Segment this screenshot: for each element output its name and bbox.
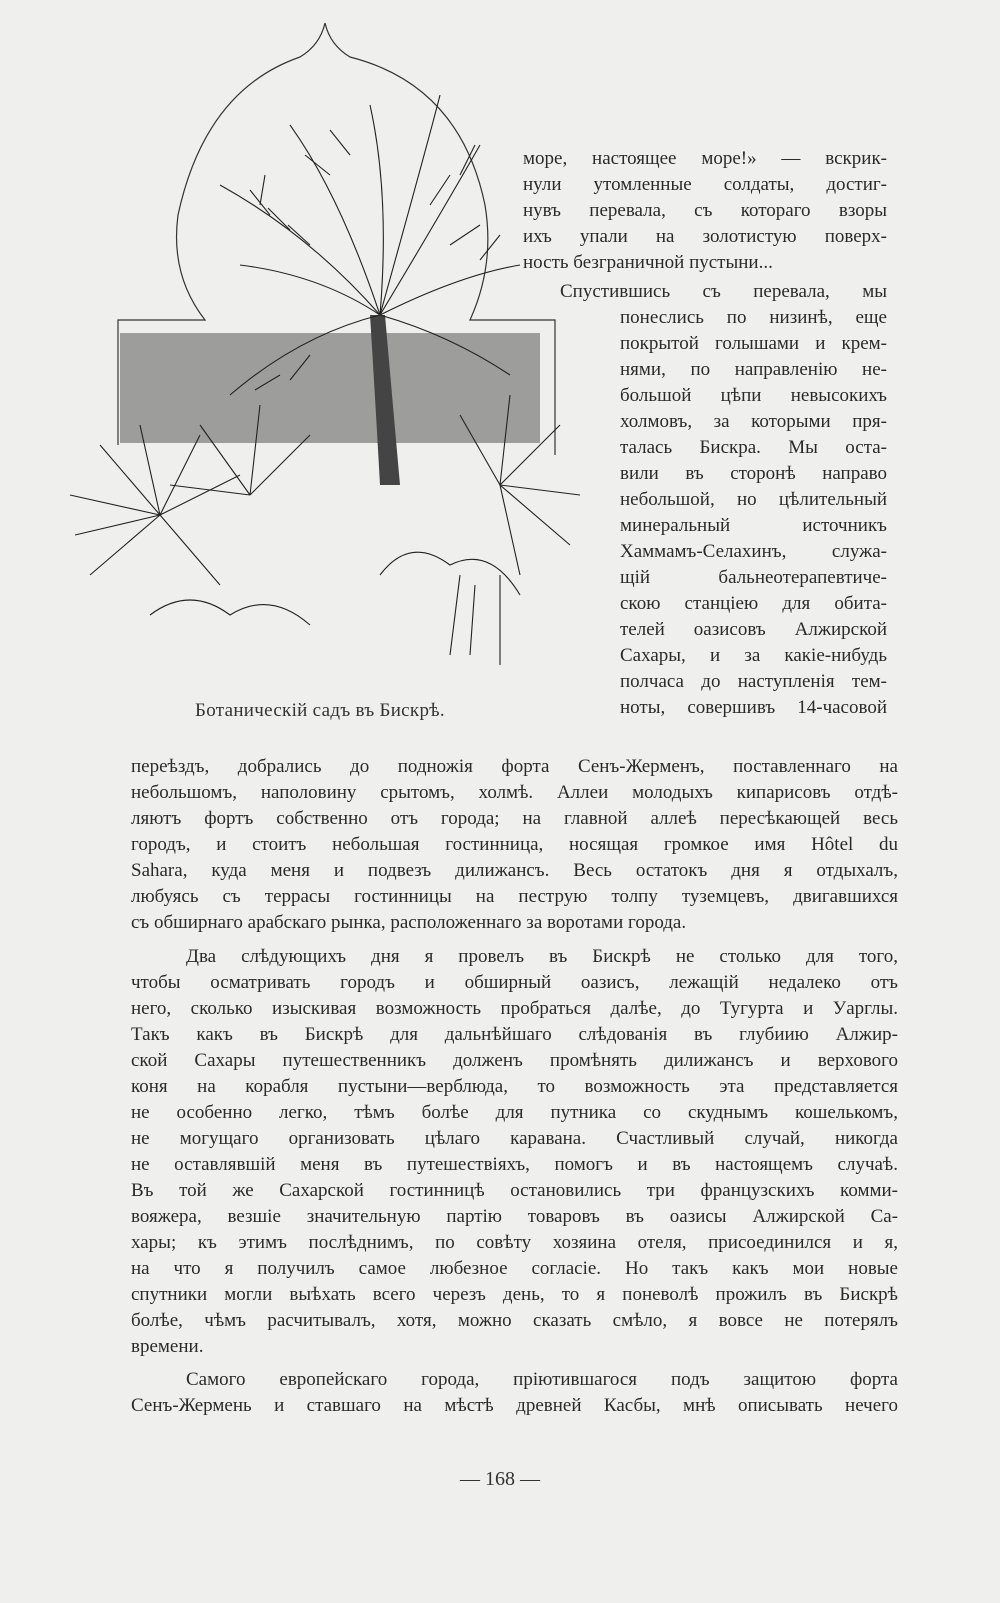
text-line: переѣздъ, добрались до подножія форта Сенъ-Жерменъ, поставленнаго на — [131, 756, 898, 777]
text-line: ноты, совершивъ 14-часовой — [620, 697, 887, 718]
text-line: болѣе, чѣмъ расчитывалъ, хотя, можно сказать смѣло, я вовсе не потерялъ — [131, 1310, 898, 1331]
text-line: на что я получилъ самое любезное согласіе. Но такъ какъ мои новые — [131, 1258, 898, 1279]
text-line: вояжера, везшіе значительную партію товаровъ въ оазисы Алжирской Са- — [131, 1206, 898, 1227]
text-line: не оставлявшій меня въ путешествіяхъ, помогъ и въ настоящемъ случаѣ. — [131, 1154, 898, 1175]
text-line: большой цѣпи невысокихъ — [620, 385, 887, 406]
text-line: Спустившись съ перевала, мы — [560, 281, 887, 302]
text-line: Такъ какъ въ Бискрѣ для дальнѣйшаго слѣдованія въ глубиию Алжир- — [131, 1024, 898, 1045]
palm-garden-illustration — [30, 15, 600, 695]
figure-caption: Ботаническій садъ въ Бискрѣ. — [195, 700, 445, 721]
text-line: полчаса до наступленія тем- — [620, 671, 887, 692]
text-line: Самого европейскаго города, пріютившагося подъ защитою форта — [186, 1369, 898, 1390]
text-line: минеральный источникъ — [620, 515, 887, 536]
text-line: покрытой голышами и крем- — [620, 333, 887, 354]
text-line: Два слѣдующихъ дня я провелъ въ Бискрѣ не столько для того, — [186, 946, 898, 967]
text-line: талась Бискра. Мы оста- — [620, 437, 887, 458]
text-line: времени. — [131, 1336, 204, 1357]
text-line: спутники могли выѣхать всего черезъ день, то я поневолѣ прожилъ въ Бискрѣ — [131, 1284, 898, 1305]
text-line: скою станціею для обита- — [620, 593, 887, 614]
text-line: Сахары, и за какіе-нибудь — [620, 645, 887, 666]
text-line: любуясь съ террасы гостинницы на пеструю толпу туземцевъ, двигавшихся — [131, 886, 898, 907]
text-line: городъ, и стоитъ небольшая гостинница, носящая громкое имя Hôtel du — [131, 834, 898, 855]
text-line: не особенно легко, тѣмъ болѣе для путника со скуднымъ кошелькомъ, — [131, 1102, 898, 1123]
text-line: съ обширнаго арабскаго рынка, расположеннаго за воротами города. — [131, 912, 687, 933]
text-line: ность безграничной пустыни... — [523, 252, 773, 273]
text-line: нями, по направленію не- — [620, 359, 887, 380]
text-line: Въ той же Сахарской гостинницѣ остановились три французскихъ комми- — [131, 1180, 898, 1201]
text-line: не могущаго организовать цѣлаго каравана. Счастливый случай, никогда — [131, 1128, 898, 1149]
text-line: телей оазисовъ Алжирской — [620, 619, 887, 640]
text-line: холмовъ, за которыми пря- — [620, 411, 887, 432]
page-number: — 168 — — [460, 1468, 540, 1490]
text-line: коня на корабля пустыни—верблюда, то возможность эта представляется — [131, 1076, 898, 1097]
text-line: ихъ упали на золотистую поверх- — [523, 226, 887, 247]
text-line: ской Сахары путешественникъ долженъ промѣнять дилижансъ и верхового — [131, 1050, 898, 1071]
text-line: хары; къ этимъ послѣднимъ, по совѣту хозяина отеля, присоединился и я, — [131, 1232, 898, 1253]
text-line: него, сколько изыскивая возможность пробраться далѣе, до Тугурта и Уарглы. — [131, 998, 898, 1019]
text-line: Сенъ-Жермень и ставшаго на мѣстѣ древней Касбы, мнѣ описывать нечего — [131, 1395, 898, 1416]
text-line: вили въ сторонѣ направо — [620, 463, 887, 484]
text-line: щій бальнеотерапевтиче- — [620, 567, 887, 588]
text-line: ляютъ фортъ собственно отъ города; на главной аллеѣ пересѣкающей весь — [131, 808, 898, 829]
text-line: нули утомленные солдаты, достиг- — [523, 174, 887, 195]
text-line: понеслись по низинѣ, еще — [620, 307, 887, 328]
text-line: небольшой, но цѣлительный — [620, 489, 887, 510]
text-line: чтобы осматривать городъ и обширный оазисъ, лежащій недалеко отъ — [131, 972, 898, 993]
text-line: Sahara, куда меня и подвезъ дилижансъ. Весь остатокъ дня я отдыхалъ, — [131, 860, 898, 881]
text-line: нувъ перевала, съ котораго взоры — [523, 200, 887, 221]
text-line: море, настоящее море!» — вскрик- — [523, 148, 887, 169]
text-line: Хаммамъ-Селахинъ, служа- — [620, 541, 887, 562]
text-line: небольшомъ, наполовину срытомъ, холмѣ. Аллеи молодыхъ кипарисовъ отдѣ- — [131, 782, 898, 803]
